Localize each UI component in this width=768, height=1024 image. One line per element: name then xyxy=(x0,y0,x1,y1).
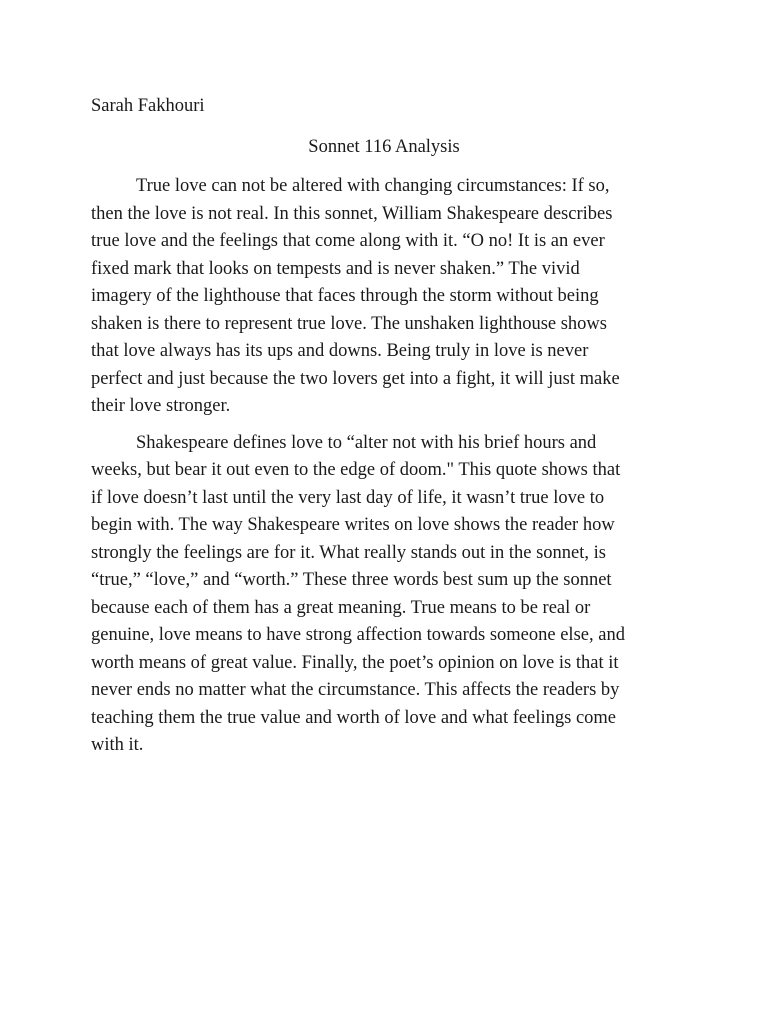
paragraph-spacer xyxy=(91,421,681,430)
text-line: genuine, love means to have strong affection towards someone else, and xyxy=(91,625,625,645)
text-line: imagery of the lighthouse that faces through the storm without being xyxy=(91,286,599,306)
document-body xyxy=(91,173,681,760)
author-name: Sarah Fakhouri xyxy=(91,96,205,116)
text-line: true love and the feelings that come along with it. “O no! It is an ever xyxy=(91,231,605,251)
text-line: strongly the feelings are for it. What really stands out in the sonnet, is xyxy=(91,542,606,563)
text-line: that love always has its ups and downs. Being truly in love is never xyxy=(91,341,589,361)
text-line: “true,” “love,” and “worth.” These three words best sum up the sonnet xyxy=(91,570,612,590)
text-line: begin with. The way Shakespeare writes on love shows the reader how xyxy=(91,515,615,535)
text-line: never ends no matter what the circumstance. This affects the readers by xyxy=(91,680,620,700)
text-line: because each of them has a great meaning. True means to be real or xyxy=(91,597,591,618)
text-line: fixed mark that looks on tempests and is never shaken.” The vivid xyxy=(91,258,580,279)
document-title: Sonnet 116 Analysis xyxy=(308,137,460,157)
text-line: shaken is there to represent true love. The unshaken lighthouse shows xyxy=(91,313,607,334)
paragraph-1 xyxy=(91,173,681,421)
paragraph-2 xyxy=(91,430,681,760)
text-line: True love can not be altered with changing circumstances: If so, xyxy=(136,176,610,196)
text-line: their love stronger. xyxy=(91,396,231,416)
text-line: worth means of great value. Finally, the poet’s opinion on love is that it xyxy=(91,652,619,673)
text-line: if love doesn’t last until the very last day of life, it wasn’t true love to xyxy=(91,487,605,508)
text-line: with it. xyxy=(91,735,144,755)
text-line: Shakespeare defines love to “alter not with his brief hours and xyxy=(136,432,597,453)
text-line: teaching them the true value and worth of love and what feelings come xyxy=(91,707,617,728)
text-line: perfect and just because the two lovers get into a fight, it will just make xyxy=(91,368,620,389)
text-line: weeks, but bear it out even to the edge of doom." This quote shows that xyxy=(91,460,621,480)
text-line: then the love is not real. In this sonnet, William Shakespeare describes xyxy=(91,203,613,224)
